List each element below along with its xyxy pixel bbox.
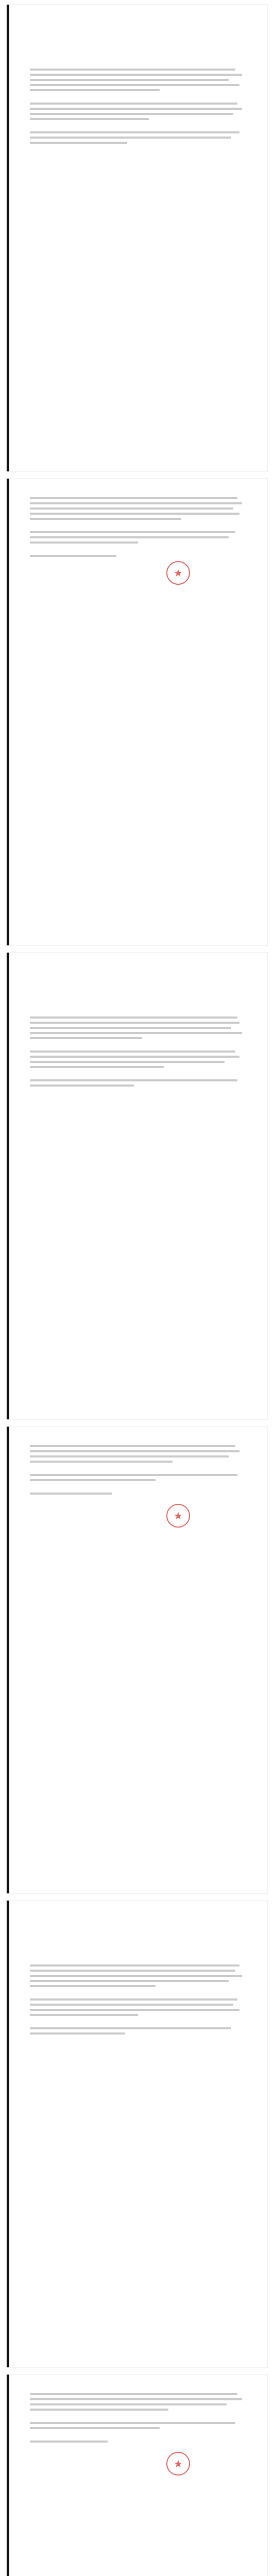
document-page [6, 952, 268, 1420]
official-seal: ★ [166, 561, 190, 585]
page-edge [7, 953, 9, 1419]
document-header [7, 1919, 267, 1921]
body-text [30, 494, 246, 560]
body-text [30, 2390, 246, 2446]
document-page [6, 2374, 268, 2576]
body-text [30, 1013, 246, 1090]
document-page [6, 478, 268, 946]
body-text [30, 1961, 246, 2038]
document-page [6, 4, 268, 472]
document-header [7, 23, 267, 25]
document-page [6, 1426, 268, 1894]
document-header [7, 971, 267, 973]
page-edge [7, 1427, 9, 1893]
official-seal: ★ [166, 1504, 190, 1528]
page-edge [7, 2375, 9, 2576]
body-text [30, 65, 246, 147]
official-seal: ★ [166, 2452, 190, 2476]
document-page [6, 1900, 268, 2368]
body-text [30, 1442, 246, 1498]
page-edge [7, 5, 9, 471]
page-edge [7, 479, 9, 945]
page-edge [7, 1901, 9, 2367]
